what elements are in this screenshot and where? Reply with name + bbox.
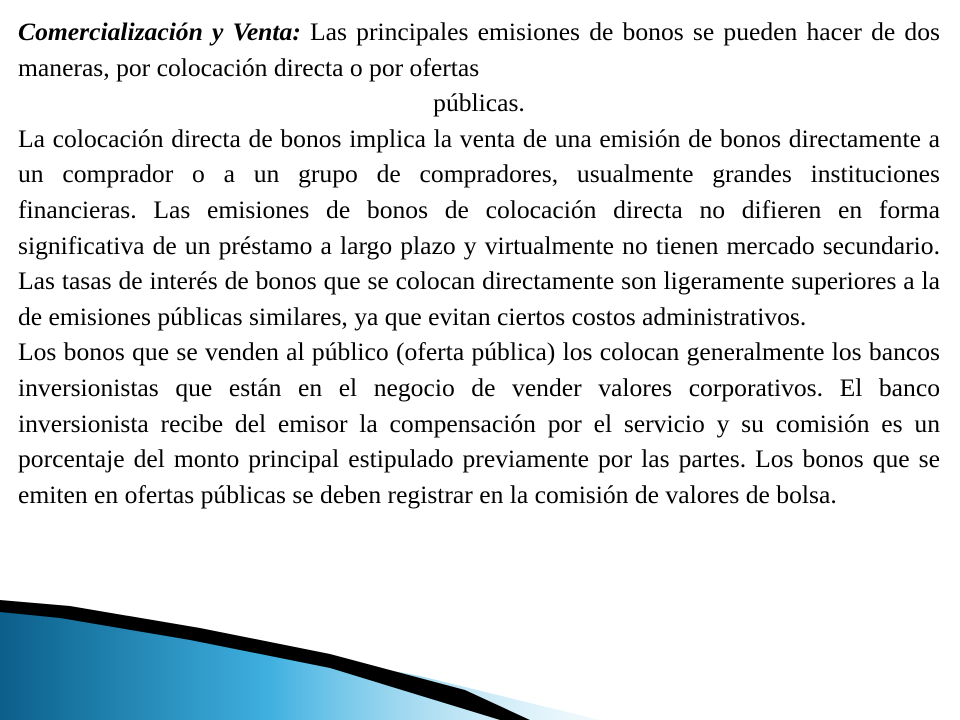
body-text: [18, 14, 940, 512]
intro-paragraph-last-line: públicas.: [433, 88, 525, 118]
paragraph-public-offering: Los bonos que se venden al público (oferta pública) los colocan generalmente los bancos inversionistas que están en el negocio de vender valores corporativos. El banco inversionista recibe del emisor la compensación por el servicio y su comisión es un porcentaje del monto principal estipulado previamente por las partes. Los bonos que se emiten en ofertas públicas se deben registrar en la comisión de valores de bolsa.: [18, 337, 940, 509]
intro-text: Las principales emisiones de bonos se pueden hacer de dos maneras, por colocación directa o por ofertas: [18, 17, 940, 82]
section-heading-lead: Comercialización y Venta:: [18, 17, 301, 46]
paragraph-direct-placement: La colocación directa de bonos implica la venta de una emisión de bonos directamente a un comprador o a un grupo de compradores, usualmente grandes instituciones financieras. Las emisiones de bonos de colocación directa no difieren en forma significativa de un préstamo a largo plazo y virtualmente no tienen mercado secundario. Las tasas de interés de bonos que se colocan directamente son ligeramente superiores a la de emisiones públicas similares, ya que evitan ciertos costos administrativos.: [18, 123, 940, 331]
intro-paragraph: [18, 14, 940, 85]
